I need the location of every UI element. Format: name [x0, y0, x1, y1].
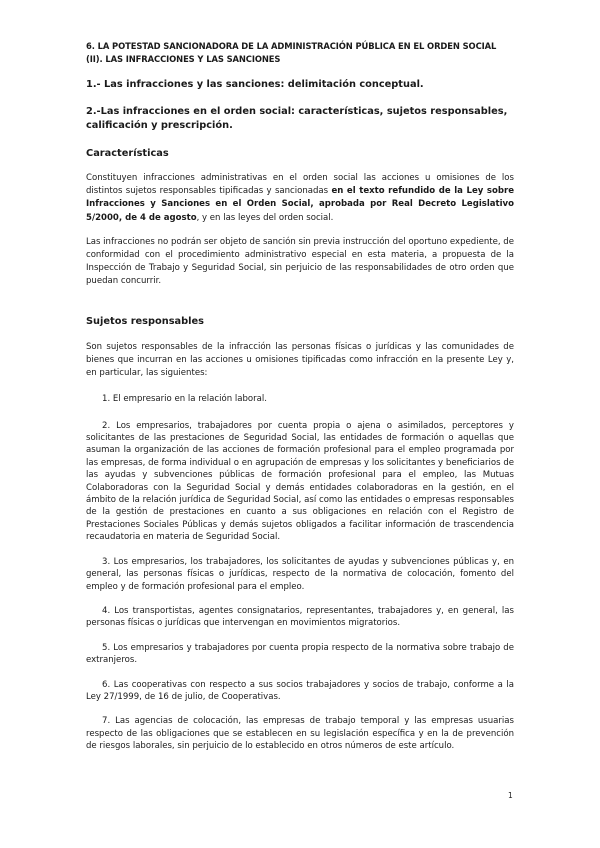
list-item: 7. Las agencias de colocación, las empresas de trabajo temporal y las empresas usuarias respecto de las obligaciones que se establecen en su legislación específica y en la de prevención de riesgos laborales, sin perjuicio de lo establecido en otros números de este artículo. — [86, 716, 514, 752]
list-item: 5. Los empresarios y trabajadores por cuenta propia respecto de la normativa sobre trabajo de extranjeros. — [86, 642, 514, 666]
caracteristicas-paragraph-1 — [86, 172, 514, 225]
page-number: 1 — [508, 791, 513, 800]
list-item: 3. Los empresarios, los trabajadores, los solicitantes de ayudas y subvenciones públicas y, en general, las personas físicas o jurídicas, respecto de la normativa de colocación, fomento del empleo y de formación profesional para el empleo. — [86, 556, 514, 592]
caracteristicas-p1-legal-reference: en el texto refundido de la Ley sobre Infracciones y Sanciones en el Orden Social, aprobada por Real Decreto Legislativo 5/2000, de 4 de agosto — [86, 186, 514, 223]
caracteristicas-p1-text-b: , y en las leyes del orden social. — [196, 212, 334, 223]
chapter-title: 6. LA POTESTAD SANCIONADORA DE LA ADMINISTRACIÓN PÚBLICA EN EL ORDEN SOCIAL (II). LAS INFRACCIONES Y LAS SANCIONES — [86, 41, 497, 64]
section-2-heading: 2.-Las infracciones en el orden social: características, sujetos responsables, calificación y prescripción. — [86, 106, 508, 131]
caracteristicas-heading: Características — [86, 148, 169, 159]
page-content — [86, 40, 514, 765]
list-item: 1. El empresario en la relación laboral. — [102, 394, 267, 405]
list-item: 4. Los transportistas, agentes consignatarios, representantes, trabajadores y, en general, las personas físicas o jurídicas que intervengan en movimientos migratorios. — [86, 605, 514, 629]
sujetos-intro: Son sujetos responsables de la infracción las personas físicas o jurídicas y las comunidades de bienes que incurran en las acciones u omisiones tipificadas como infracción en la presente Ley y, en particular, las siguientes: — [86, 341, 514, 379]
list-item: 6. Las cooperativas con respecto a sus socios trabajadores y socios de trabajo, conforme a la Ley 27/1999, de 16 de julio, de Cooperativas. — [86, 679, 514, 702]
caracteristicas-paragraph-2: Las infracciones no podrán ser objeto de sanción sin previa instrucción del oportuno expediente, de conformidad con el procedimiento administrativo especial en esta materia, a propuesta de la Inspección de Trabajo y Seguridad Social, sin perjuicio de las responsabilidades de otro orden que puedan concurrir. — [86, 236, 514, 287]
list-item: 2. Los empresarios, trabajadores por cuenta propia o ajena o asimilados, perceptores y solicitantes de las prestaciones de Seguridad Social, las entidades de formación o aquellas que asuman la organización de las acciones de formación profesional para el empleo programada por las empresas, de forma individual o en agrupación de empresas y los solicitantes y beneficiarios de las ayudas y subvenciones públicas de formación profesional para el empleo, las Mutuas Colaboradoras con la Seguridad Social y demás entidades colaboradoras en la gestión, en el ámbito de la relación jurídica de Seguridad Social, así como las entidades o empresas responsables de la gestión de prestaciones en cuanto a sus obligaciones en relación con el Registro de Prestaciones Sociales Públicas y demás sujetos obligados a facilitar información de trascendencia recaudatoria en materia de Seguridad Social. — [86, 420, 514, 543]
sujetos-heading: Sujetos responsables — [86, 315, 205, 327]
caracteristicas-p1-text-a: Constituyen infracciones administrativas en el orden social las acciones u omisiones de los distintos sujetos responsables tipificadas y sancionadas — [86, 173, 514, 197]
section-1-heading: 1.- Las infracciones y las sanciones: delimitación conceptual. — [86, 79, 424, 90]
